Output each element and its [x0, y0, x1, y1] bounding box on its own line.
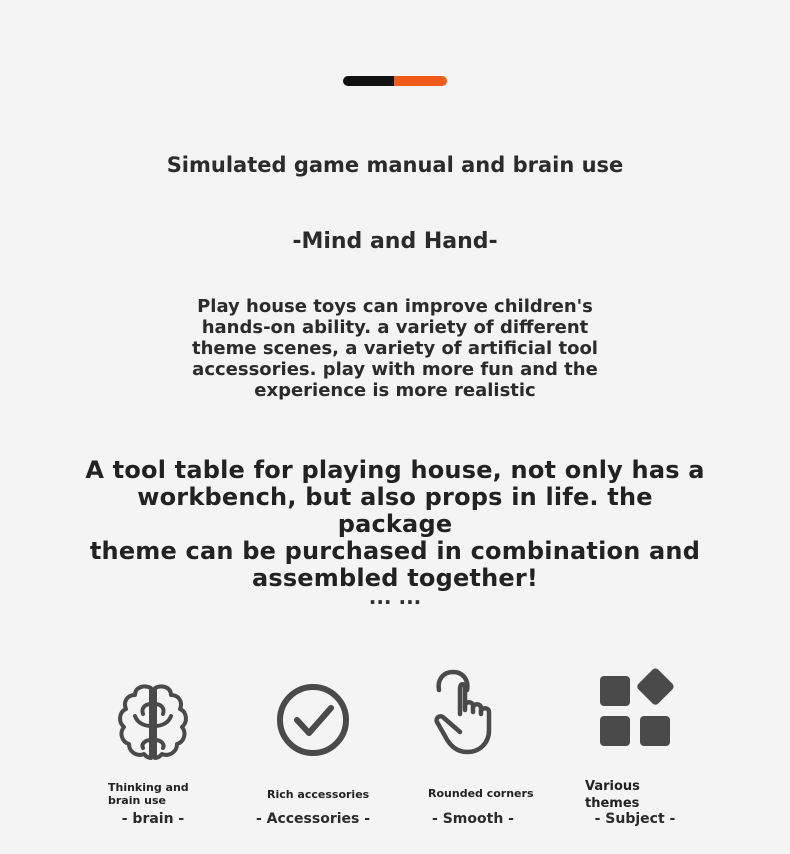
- description-line: Play house toys can improve children's: [197, 296, 593, 317]
- accent-divider: [343, 76, 447, 86]
- feature-smooth: [388, 660, 558, 840]
- feature-caption: [267, 788, 369, 801]
- feature-brain: [68, 660, 238, 840]
- ellipsis: ... ...: [368, 585, 422, 609]
- description-line: experience is more realistic: [254, 380, 536, 401]
- check-circle-icon: [228, 660, 398, 760]
- caption-line: themes: [585, 796, 640, 811]
- feature-caption: [108, 781, 189, 807]
- feature-caption: [428, 787, 534, 800]
- feature-tag: - Accessories -: [255, 811, 371, 827]
- feature-accessories: [228, 660, 398, 840]
- page-title: Simulated game manual and brain use: [166, 153, 624, 177]
- caption-line: Various: [585, 779, 640, 794]
- pointing-hand-icon: [388, 660, 558, 760]
- feature-caption: [585, 778, 640, 812]
- headline-line: workbench, but also props in life. the package: [137, 483, 653, 538]
- headline-line: A tool table for playing house, not only has a: [85, 456, 705, 484]
- page-subtitle: -Mind and Hand-: [292, 229, 498, 254]
- description-line: hands-on ability. a variety of different: [201, 317, 589, 338]
- description-line: theme scenes, a variety of artificial tool: [192, 338, 598, 359]
- caption-line: brain use: [108, 794, 166, 807]
- feature-tag: - brain -: [121, 811, 185, 827]
- headline-line: assembled together!: [251, 564, 539, 592]
- description-line: accessories. play with more fun and the: [192, 359, 598, 380]
- feature-tag: - Subject -: [594, 811, 676, 827]
- description: [185, 296, 605, 401]
- apps-grid-icon: [550, 660, 720, 760]
- accent-divider-dark: [343, 76, 394, 86]
- feature-tag: - Smooth -: [432, 811, 514, 827]
- accent-divider-orange: [394, 76, 447, 86]
- caption-line: Thinking and: [108, 781, 189, 794]
- headline: [80, 457, 710, 592]
- headline-line: theme can be purchased in combination and: [89, 537, 701, 565]
- caption-line: Rich accessories: [267, 788, 370, 801]
- brain-icon: [68, 660, 238, 760]
- caption-line: Rounded corners: [428, 787, 534, 800]
- feature-subject: [550, 660, 720, 840]
